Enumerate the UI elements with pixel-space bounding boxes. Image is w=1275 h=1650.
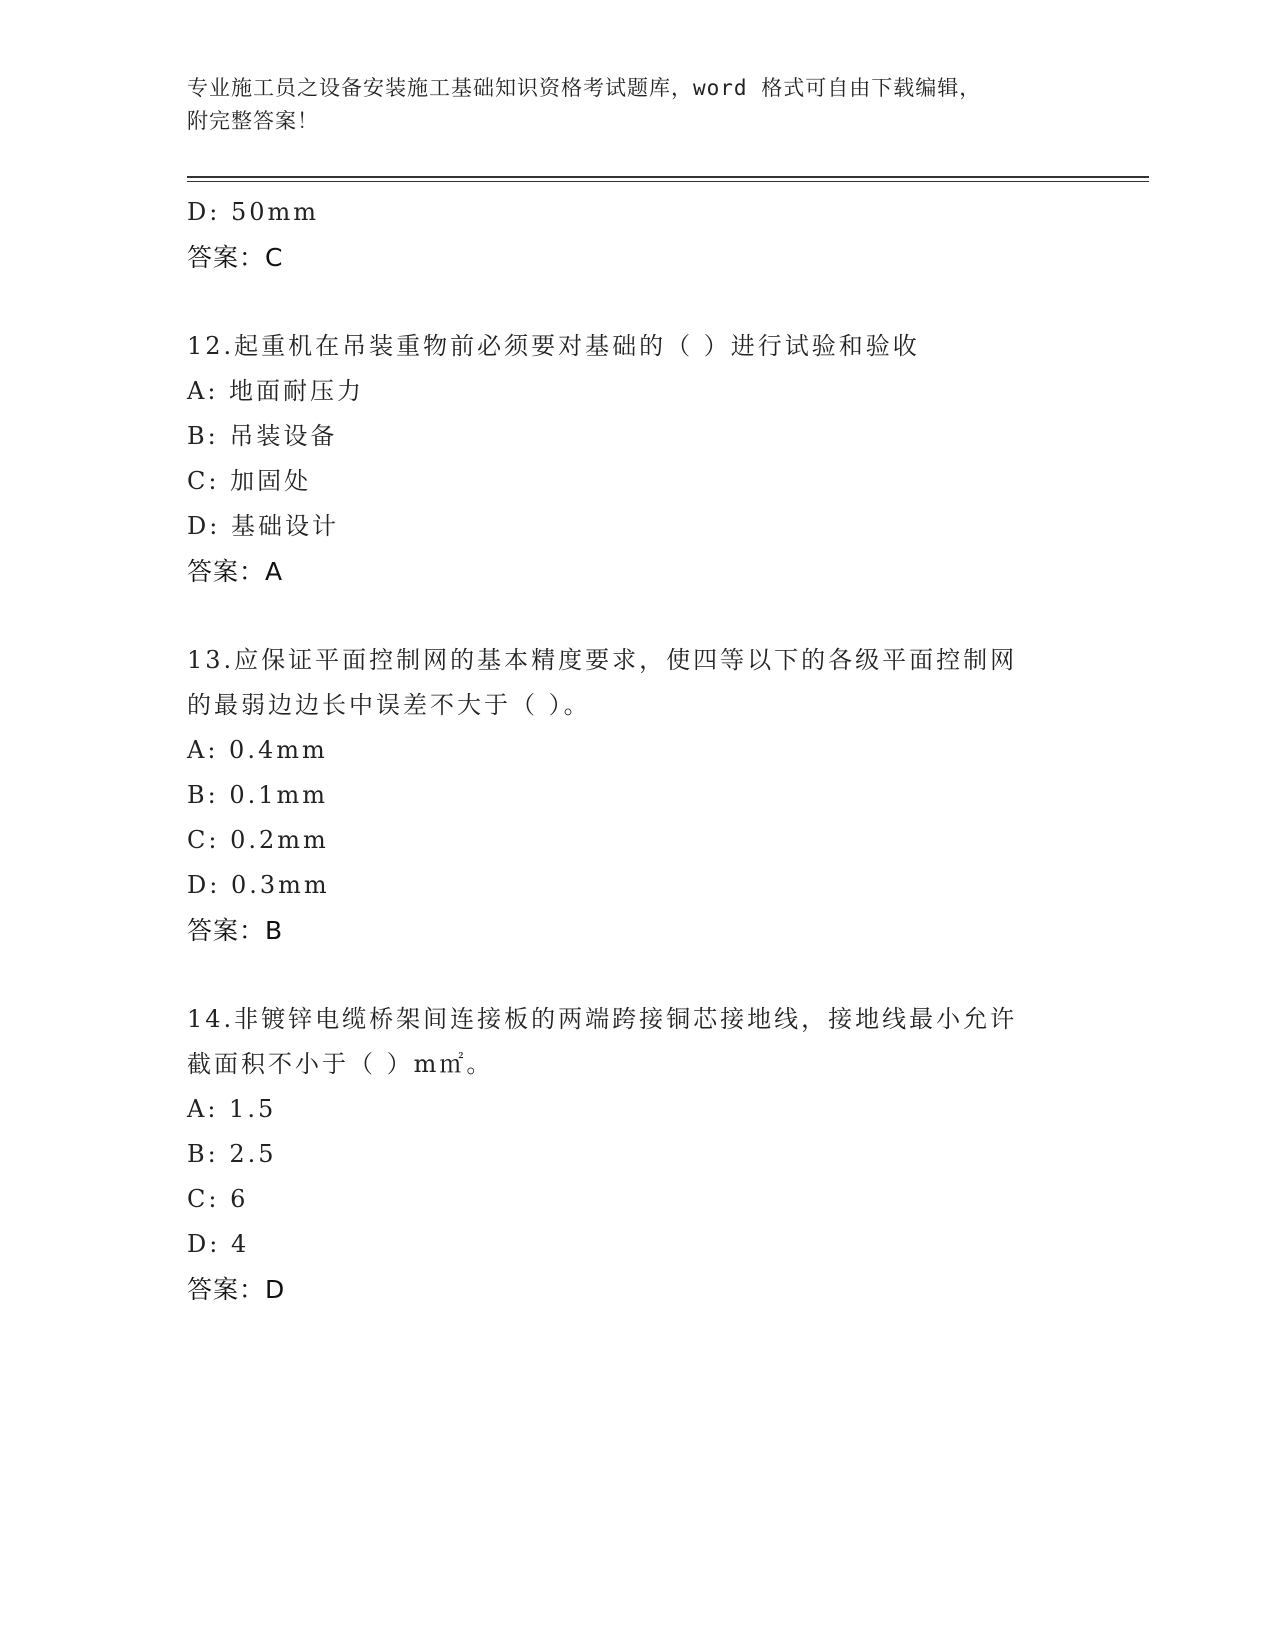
header-divider-thick <box>187 176 1149 178</box>
option-b: B: 0.1mm <box>187 781 329 809</box>
question-stem-line-1: 13.应保证平面控制网的基本精度要求，使四等以下的各级平面控制网 <box>187 646 1018 674</box>
option-b: B: 2.5 <box>187 1140 277 1168</box>
answer: 答案：D <box>187 1275 286 1304</box>
spacer <box>187 953 1087 997</box>
question-14 <box>187 997 1087 1312</box>
spacer <box>187 594 1087 638</box>
question-stem-line-1: 14.非镀锌电缆桥架间连接板的两端跨接铜芯接地线，接地线最小允许 <box>187 1005 1018 1033</box>
header-line-2: 附完整答案！ <box>187 109 319 133</box>
question-12 <box>187 324 1087 594</box>
option-a: A: 0.4mm <box>187 736 328 764</box>
option-d: D: 基础设计 <box>187 512 339 540</box>
question-13 <box>187 638 1087 953</box>
option-c: C: 加固处 <box>187 467 312 495</box>
option-d: D: 0.3mm <box>187 871 330 899</box>
header-line-1: 专业施工员之设备安装施工基础知识资格考试题库，word 格式可自由下载编辑， <box>187 76 982 100</box>
answer: 答案：B <box>187 916 284 945</box>
question-stem-line-2: 的最弱边边长中误差不大于（ ）。 <box>187 691 591 719</box>
prev-option-d: D: 50mm <box>187 198 320 226</box>
document-header <box>187 72 1067 138</box>
header-divider-thin <box>187 181 1149 182</box>
answer: 答案：A <box>187 557 284 586</box>
option-c: C: 6 <box>187 1185 249 1213</box>
option-c: C: 0.2mm <box>187 826 329 854</box>
question-stem-line-2: 截面积不小于（ ）m㎡。 <box>187 1050 494 1078</box>
spacer <box>187 280 1087 324</box>
option-d: D: 4 <box>187 1230 250 1258</box>
option-a: A: 地面耐压力 <box>187 377 365 405</box>
question-body <box>187 190 1087 1312</box>
question-stem: 12.起重机在吊装重物前必须要对基础的（ ）进行试验和验收 <box>187 332 920 360</box>
option-b: B: 吊装设备 <box>187 422 338 450</box>
option-a: A: 1.5 <box>187 1095 277 1123</box>
prev-answer: 答案：C <box>187 243 284 272</box>
